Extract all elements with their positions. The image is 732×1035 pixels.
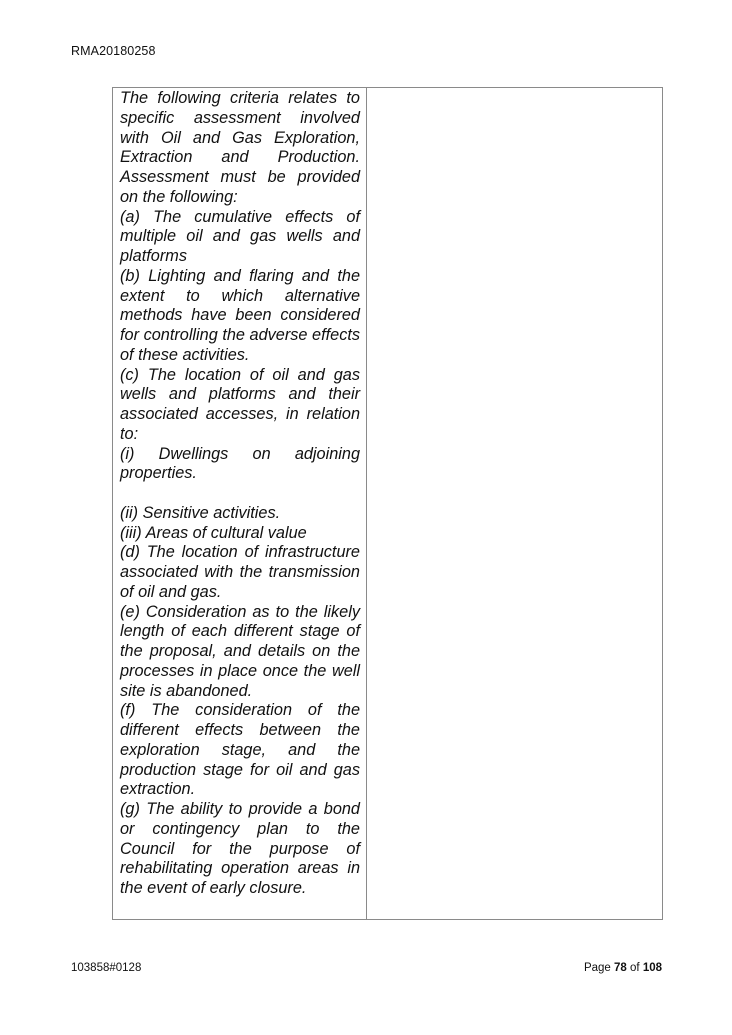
page-number	[584, 962, 662, 974]
page-current: 78	[614, 962, 627, 974]
empty-response-cell	[367, 88, 662, 919]
criteria-item-c: (c) The location of oil and gas wells and platforms and their associated accesses, in relation to:	[120, 365, 360, 443]
criteria-item-d: (d) The location of infrastructure associated with the transmission of oil and gas.	[120, 543, 360, 601]
criteria-item-c-i: (i) Dwellings on adjoining properties.	[120, 444, 360, 483]
criteria-item-f: (f) The consideration of the different effects between the exploration stage, and the production stage for oil and gas extraction.	[120, 701, 360, 799]
criteria-item-a: (a) The cumulative effects of multiple oil and gas wells and platforms	[120, 207, 360, 265]
criteria-cell	[113, 88, 367, 919]
page-total: 108	[642, 962, 662, 974]
criteria-item-c-ii: (ii) Sensitive activities.	[120, 503, 281, 522]
page-of: of	[630, 962, 640, 974]
criteria-item-c-iii: (iii) Areas of cultural value	[120, 523, 307, 542]
footer-document-id: 103858#0128	[71, 962, 142, 974]
page-label: Page	[583, 962, 611, 974]
criteria-item-e: (e) Consideration as to the likely length of each different stage of the proposal, and details on the processes in place once the well site is abandoned.	[120, 602, 360, 700]
criteria-table	[112, 87, 663, 920]
criteria-item-b: (b) Lighting and flaring and the extent to which alternative methods have been considered for controlling the adverse effects of these activities.	[120, 266, 360, 364]
criteria-intro: The following criteria relates to specific assessment involved with Oil and Gas Exploration, Extraction and Production. Assessment must be provided on the following:	[120, 89, 360, 206]
criteria-item-g: (g) The ability to provide a bond or contingency plan to the Council for the purpose of rehabilitating operation areas in the event of early closure.	[120, 800, 360, 897]
document-reference: RMA20180258	[71, 44, 156, 58]
